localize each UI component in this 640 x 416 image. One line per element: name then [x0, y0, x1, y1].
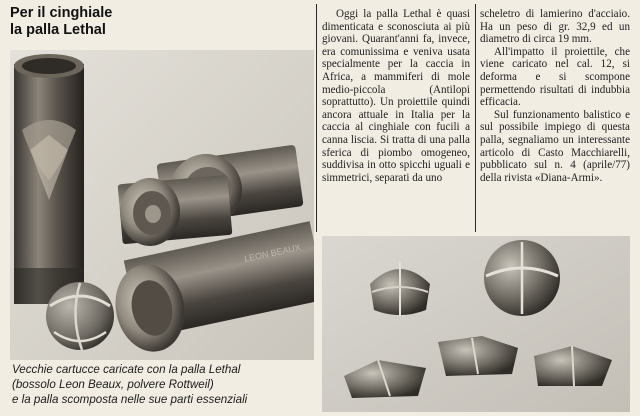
column1-paragraph: Oggi la palla Lethal è quasi dimenticata e sconosciuta ai più giovani. Quarant'anni fa, invece, era comunissima e veniva usata specialmente per la caccia in Africa, a mammiferi di mole medio-piccola (Antilopi soprattutto). Un proiettile quindi ancora attuale in Italia per la caccia al cinghiale con fucili a canna liscia. Si tratta di una palla sferica di piombo omogeneo, suddivisa in otto spicchi uguali e simmetrici, separati da uno — [322, 8, 470, 184]
ball-half-right — [484, 240, 560, 316]
column-rule-left — [316, 4, 317, 232]
shell-label-upper: LEON BEAUX — [243, 242, 302, 264]
decomposed-ball-photo — [322, 236, 630, 412]
column2-paragraph-2: All'impatto il proiettile, che viene caricato nel cal. 12, si deforma e si scompone permettendo risultati di indubbia efficacia. — [480, 45, 630, 109]
cartridges-photo — [10, 50, 314, 360]
title-line-1: Per il cinghiale — [10, 5, 113, 21]
article-title — [10, 5, 310, 39]
column-rule-middle — [475, 4, 476, 232]
caption-line-1: Vecchie cartucce caricate con la palla Lethal — [12, 363, 241, 376]
caption-line-3: e la palla scomposta nelle sue parti essenziali — [12, 393, 248, 406]
column2-paragraph-1: scheletro di lamierino d'acciaio. Ha un peso di gr. 32,9 ed un diametro di circa 19 mm. — [480, 8, 630, 46]
lethal-ball — [46, 282, 114, 350]
middle-cartridge — [118, 175, 233, 246]
text-column-1 — [322, 8, 470, 184]
column2-paragraph-3: Sul funzionamento balistico e sul possibile impiego di questa palla, segnaliamo un interessante articolo di Casto Macchiarelli, pubblicato sul n. 4 (aprile/77) della rivista «Diana-Armi». — [480, 108, 630, 184]
photo-caption — [12, 362, 312, 407]
text-column-2 — [480, 8, 630, 184]
caption-line-2: (bossolo Leon Beaux, polvere Rottweil) — [12, 378, 214, 391]
standing-cartridge — [14, 54, 84, 304]
title-line-2: la palla Lethal — [10, 22, 106, 38]
